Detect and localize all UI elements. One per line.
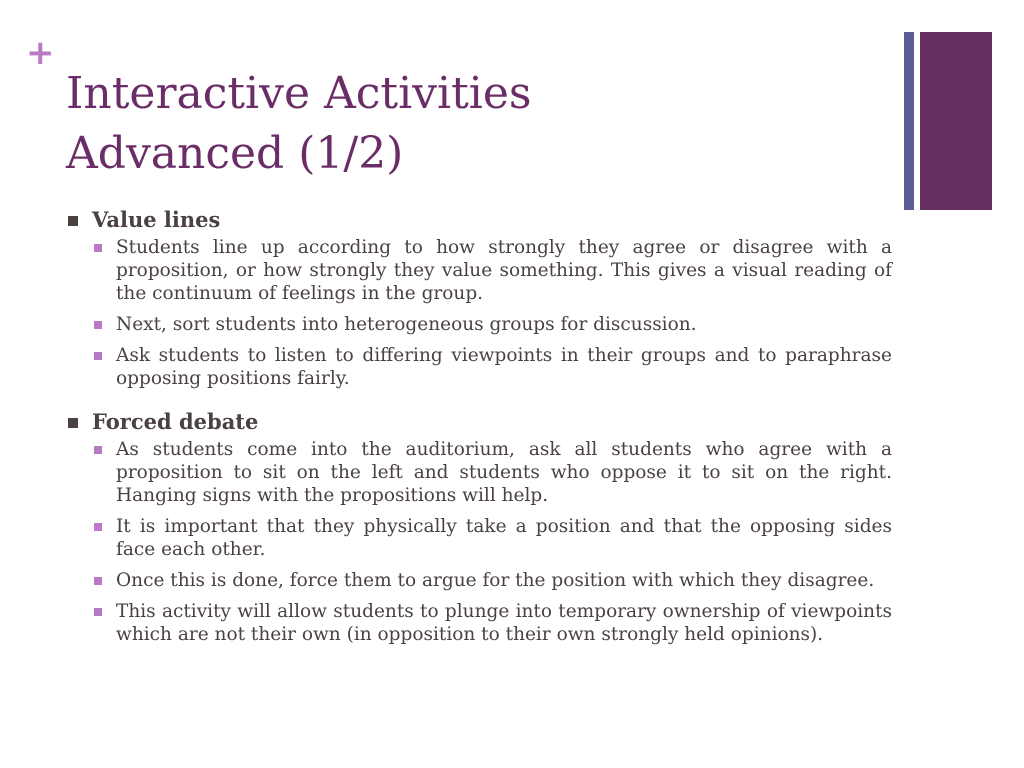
- list-item: [94, 313, 892, 336]
- section-heading-text: Value lines: [92, 207, 221, 232]
- decorative-bar-thin: [904, 32, 914, 210]
- slide-title-line-2: Advanced (1/2): [66, 128, 404, 179]
- bullet-list: [66, 236, 892, 390]
- square-bullet-icon: [94, 244, 102, 252]
- section-heading: [66, 206, 892, 234]
- list-item: [94, 569, 892, 592]
- list-item: [94, 515, 892, 561]
- square-bullet-icon: [68, 418, 78, 428]
- list-item: [94, 600, 892, 646]
- list-item: [94, 236, 892, 305]
- square-bullet-icon: [94, 608, 102, 616]
- list-item-text: Students line up according to how strongly they agree or disagree with a proposition, or how strongly they value something. This gives a visual reading of the continuum of feelings in the group.: [116, 237, 892, 304]
- square-bullet-icon: [94, 523, 102, 531]
- list-item-text: As students come into the auditorium, ask all students who agree with a proposition to sit on the left and students who oppose it to sit on the right. Hanging signs with the propositions will help.: [116, 439, 892, 506]
- section-forced-debate: [66, 408, 892, 646]
- slide-title: [66, 64, 866, 184]
- slide-body: [66, 206, 892, 664]
- square-bullet-icon: [94, 446, 102, 454]
- slide-title-line-1: Interactive Activities: [66, 68, 532, 119]
- list-item: [94, 438, 892, 507]
- bullet-list: [66, 438, 892, 646]
- decorative-bar-thick: [920, 32, 992, 210]
- square-bullet-icon: [94, 321, 102, 329]
- list-item-text: It is important that they physically take a position and that the opposing sides face each other.: [116, 516, 892, 560]
- list-item-text: Once this is done, force them to argue for the position with which they disagree.: [116, 570, 875, 591]
- plus-icon: +: [26, 33, 55, 73]
- list-item-text: Ask students to listen to differing viewpoints in their groups and to paraphrase opposing positions fairly.: [116, 345, 892, 389]
- section-value-lines: [66, 206, 892, 390]
- section-heading: [66, 408, 892, 436]
- square-bullet-icon: [68, 216, 78, 226]
- section-heading-text: Forced debate: [92, 409, 259, 434]
- list-item-text: This activity will allow students to plunge into temporary ownership of viewpoints which are not their own (in opposition to their own strongly held opinions).: [116, 601, 892, 645]
- list-item: [94, 344, 892, 390]
- square-bullet-icon: [94, 352, 102, 360]
- list-item-text: Next, sort students into heterogeneous groups for discussion.: [116, 314, 697, 335]
- square-bullet-icon: [94, 577, 102, 585]
